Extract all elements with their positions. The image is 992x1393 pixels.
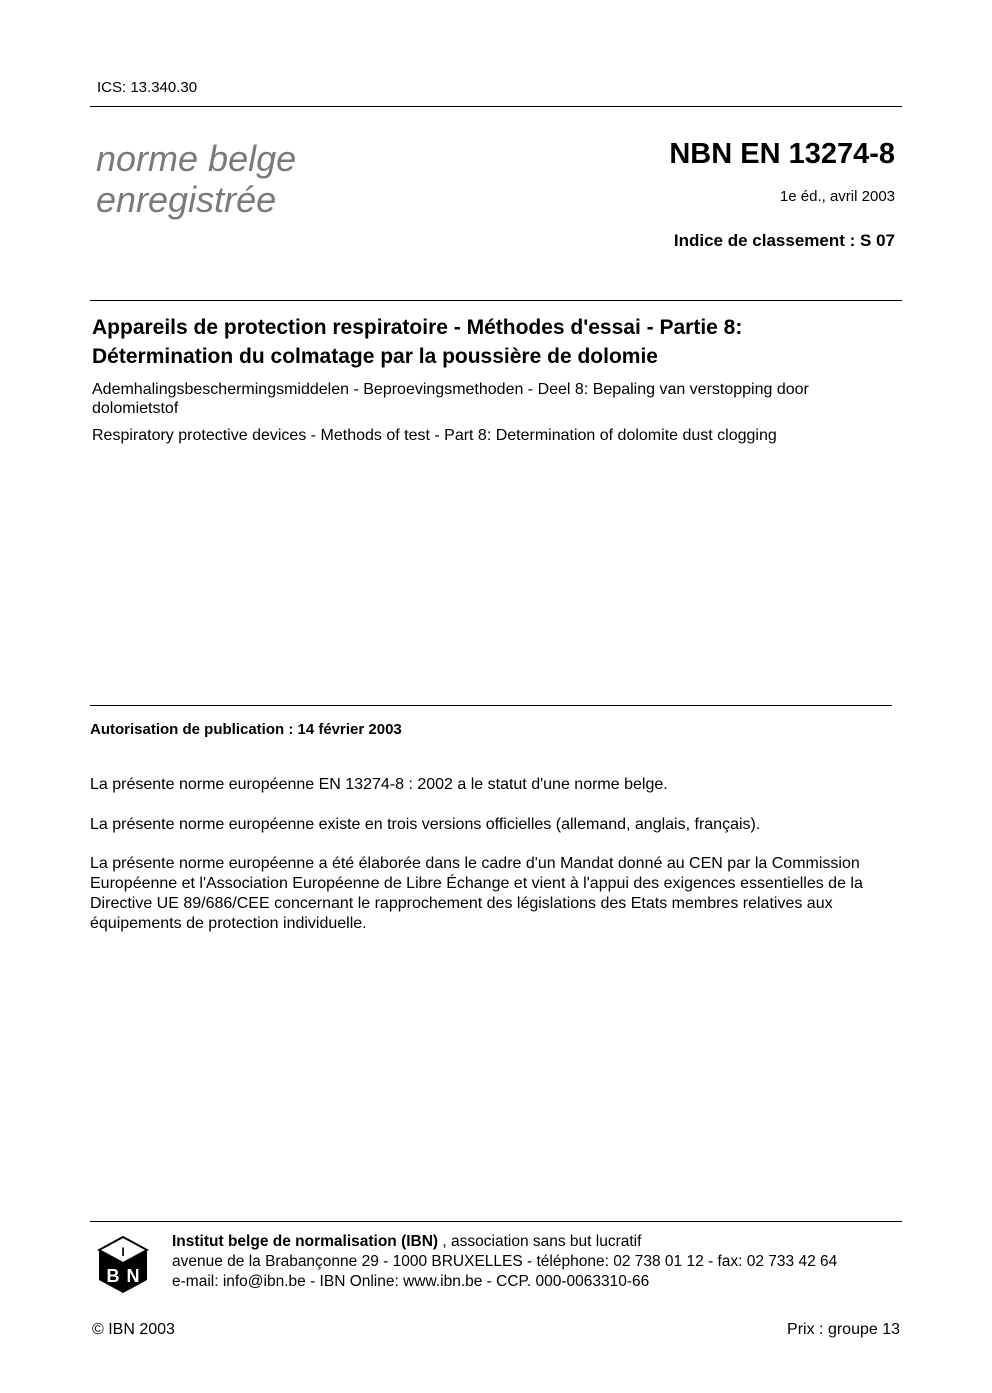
classement-index: Indice de classement : S 07 — [673, 231, 895, 250]
paragraph-status: La présente norme européenne EN 13274-8 : 2002 a le statut d'une norme belge. — [90, 776, 668, 793]
footer-contact: e-mail: info@ibn.be - IBN Online: www.ibn.be - CCP. 000-0063310-66 — [172, 1273, 650, 1290]
paragraph-versions: La présente norme européenne existe en trois versions officielles (allemand, anglais, français). — [90, 816, 761, 833]
footer-address: avenue de la Brabançonne 29 - 1000 BRUXELLES - téléphone: 02 738 01 12 - fax: 02 733 42 64 — [172, 1253, 838, 1270]
body-top-rule — [90, 705, 892, 706]
copyright: © IBN 2003 — [92, 1321, 175, 1338]
publication-authorisation: Autorisation de publication : 14 février 2003 — [90, 721, 402, 738]
title-french — [92, 313, 872, 371]
price-group: Prix : groupe 13 — [787, 1321, 900, 1338]
logo-letter-n: N — [126, 1266, 140, 1286]
footer-institute-info — [172, 1232, 837, 1292]
footer-institute-line — [172, 1232, 837, 1252]
norme-label — [96, 138, 296, 220]
title-french-line2: Détermination du colmatage par la poussière de dolomie — [92, 345, 658, 368]
title-french-line1: Appareils de protection respiratoire - Méthodes d'essai - Partie 8: — [92, 316, 743, 339]
paragraph-mandate: La présente norme européenne a été élaborée dans le cadre d'un Mandat donné au CEN par la Commission Européenne et l'Association Européenne de Libre Échange et vient à l'appui des exigences essentielles de la Directive UE 89/686/CEE concernant le rapprochement des législations des Etats membres relatives aux équipements de protection individuelle. — [90, 855, 863, 932]
header-top-rule — [90, 106, 902, 107]
title-top-rule — [90, 300, 902, 301]
footer-top-rule — [90, 1221, 902, 1222]
edition-date: 1e éd., avril 2003 — [779, 188, 895, 205]
logo-letter-i: I — [121, 1245, 125, 1259]
ics-code: ICS: 13.340.30 — [97, 79, 198, 96]
institute-name: Institut belge de normalisation (IBN) — [172, 1233, 439, 1250]
standard-number: NBN EN 13274-8 — [669, 138, 895, 170]
title-english: Respiratory protective devices - Methods of test - Part 8: Determination of dolomite dust clogging — [92, 427, 777, 444]
ibn-logo-icon — [97, 1235, 149, 1295]
norme-label-line2: enregistrée — [96, 179, 277, 220]
logo-letter-b: B — [106, 1266, 120, 1286]
title-dutch: Ademhalingsbeschermingsmiddelen - Beproevingsmethoden - Deel 8: Bepaling van verstopping door dolomietstof — [92, 381, 809, 417]
institute-suffix: , association sans but lucratif — [438, 1233, 642, 1250]
norme-label-line1: norme belge — [96, 138, 297, 179]
